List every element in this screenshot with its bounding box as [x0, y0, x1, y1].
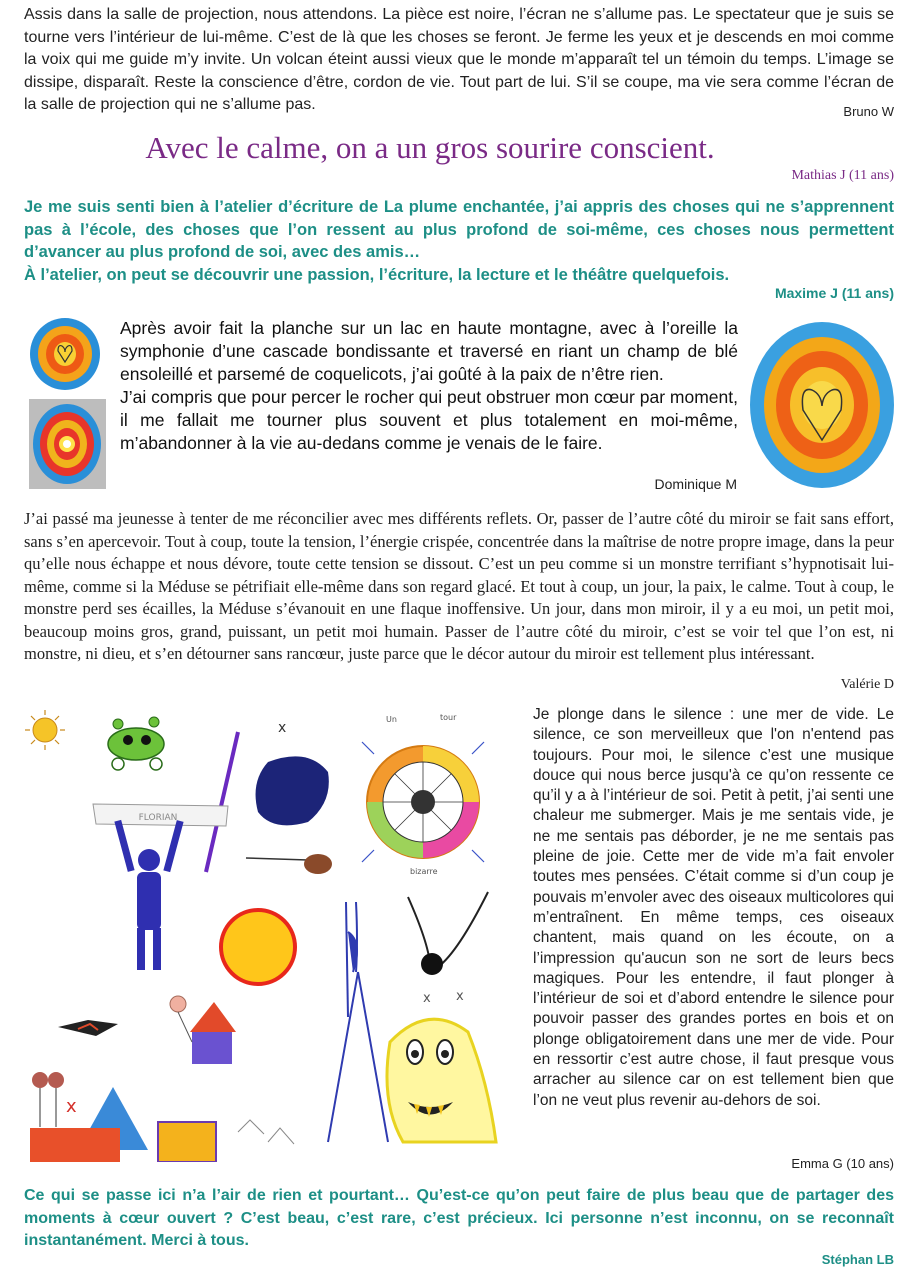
green-alien-drawing — [108, 717, 164, 770]
lollipop-drawings — [32, 1072, 77, 1127]
x-mark: x — [278, 720, 287, 736]
mandala-label-bottom: bizarre — [410, 867, 438, 876]
black-line-drawing — [408, 892, 488, 967]
maxime-paragraph — [24, 196, 894, 286]
banner-label: FLORIAN — [138, 813, 178, 823]
yellow-building-drawing — [158, 1122, 216, 1162]
brown-leaf-drawing — [246, 854, 332, 874]
valerie-signature: Valérie D — [840, 677, 894, 692]
dominique-para-2: J’ai compris que pour percer le rocher qui peut obstruer mon cœur par moment, il me fallait me tourner plus souvent et plus totalement en moi-même, m’abandonner à la vie au-dedans comme je venais de le faire. — [120, 387, 738, 453]
children-drawings — [18, 702, 528, 1162]
mandala-label-top-left: Un — [386, 715, 397, 724]
mandala-label-top-right: tour — [440, 713, 457, 722]
small-sun-drawing — [25, 710, 65, 750]
purple-wand-drawing — [206, 732, 238, 872]
stephan-signature: Stéphan LB — [821, 1252, 894, 1267]
svg-text:x: x — [456, 989, 464, 1004]
mathias-signature: Mathias J (11 ans) — [791, 168, 894, 183]
sketch-marks — [238, 1120, 294, 1144]
svg-text:x: x — [66, 1096, 77, 1117]
black-bird-drawing — [58, 1020, 118, 1036]
bruno-paragraph: Assis dans la salle de projection, nous attendons. La pièce est noire, l’écran ne s’allume pas. Le spectateur que je suis se tourne vers l’intérieur de lui-même. C’est de là que les choses se feront. Je ferme les yeux et je descends en moi comme la voix qui me guide m’y invite. Un volcan éteint aussi vieux que le monde m’apparaît tel un témoin du temps. L’image se dissipe, disparaît. Reste la conscience d’être, cordon de vie. Tout part de lui. S’il se coupe, ma vie sera comme l’écran de la salle de projection qui ne s’allume pas. — [24, 6, 894, 113]
house-drawing — [170, 996, 236, 1064]
maxime-line-1: Je me suis senti bien à l’atelier d’écriture de La plume enchantée, j’ai appris des choses qui ne s’apprennent pas à l’école, des choses que l’on ressent au plus profond de soi-même, ces choses nous permettent d’avancer au plus profond de soi, avec des amis… — [24, 198, 894, 261]
emma-paragraph: Je plonge dans le silence : une mer de vide. Le silence, ce son merveilleux que l'on n'entend pas toujours. Pour moi, le silence c’est une musique douce qui nous berce jusqu'à ce qu’on ressente ce qu’il y a à l’intérieur de soi. Petit à petit, j’ai senti une chaleur me submerger. Mais je me sentais vide, je ne me sentais pas déborder, je ne me sentais pas pleine de joie. Cette mer de vide m’a fait envoler toutes mes pensées. C’était comme si d’un coup je pouvais m’envoler avec des oiseaux multicolores qui m’entraînent. En même temps, ces oiseaux chantent, mais quand on les écoute, on a l’impression qu'aucun son ne sort de leurs becs magiques. Pour les entendre, il faut plonger à l’intérieur de soi et d’abord entendre le silence pour pouvoir passer des grandes portes en bois et on plonge obligatoirement dans une mer de vide. Pour en ressortir c’est autre chose, il faut presque vous arracher au silence car on est tellement bien que l’on ne veut plus revenir au-dehors de soi. — [533, 706, 894, 1109]
emma-signature: Emma G (10 ans) — [791, 1156, 894, 1171]
maxime-line-2: À l’atelier, on peut se découvrir une passion, l’écriture, la lecture et le théâtre quelquefois. — [24, 265, 730, 284]
blue-blob-drawing — [256, 756, 329, 825]
bruno-signature: Bruno W — [843, 104, 894, 119]
hanging-figure-drawing — [328, 902, 388, 1142]
dominique-signature: Dominique M — [654, 476, 737, 492]
svg-text:x: x — [423, 991, 431, 1006]
heart-drawing-small-bottom — [29, 399, 106, 489]
dominique-para-1: Après avoir fait la planche sur un lac en haute montagne, avec à l’oreille la symphonie d’une cascade bondissante et traversé en riant un champ de blé ensoleillé et parsemé de coquelicots, j’ai goûté à la paix de n’être rien. — [120, 318, 738, 384]
yellow-monster-drawing — [387, 1019, 496, 1142]
orange-building-drawing — [30, 1128, 120, 1162]
valerie-paragraph: J’ai passé ma jeunesse à tenter de me réconcilier avec mes différents reflets. Or, passer de l’autre côté du miroir se fait sans effort, sans s’en apercevoir. Tout à coup, toute la tension, l’énergie crispée, concentrée dans la maîtrise de notre propre image, dans la peur qu’elle nous échappe et nous dévore, toute cette tension se dissout. C’est un peu comme si un monstre terrifiant s’hypnotisait lui-même, comme si la Méduse se pétrifiait elle-même dans son regard glacé. Et tout à coup, un jour, la paix, le calme. Tout à coup, le monstre perd ses écailles, la Méduse s’évanouit en une flaque inoffensive. Un jour, dans mon miroir, il y a eu moi, un petit moi, beaucoup moins gros, grand, puissant, un petit moi humain. Passer de l’autre côté du miroir, c’est se voir tel que l’on est, ni monstre, ni dieu, et s’en détourner sans rancœur, juste parce que le décor autour du miroir est tellement plus intéressant. — [24, 509, 894, 663]
blue-figure-drawing — [114, 820, 183, 970]
heart-drawing-large — [748, 320, 896, 490]
heart-drawing-small-top — [28, 316, 102, 392]
black-dot-drawing — [421, 953, 443, 975]
dominique-paragraph — [120, 317, 738, 455]
mathias-quote: Avec le calme, on a un gros sourire conscient. — [145, 130, 715, 165]
maxime-signature: Maxime J (11 ans) — [774, 285, 894, 301]
mandala-circle-drawing — [362, 742, 484, 862]
big-sun-drawing — [221, 910, 295, 984]
stephan-paragraph: Ce qui se passe ici n’a l’air de rien et pourtant… Qu’est-ce qu’on peut faire de plus beau que de partager des moments à cœur ouvert ? C’est beau, c’est rare, c’est précieux. Ici personne n’est inconnu, on se reconnaît instantanément. Merci à tous. — [24, 1187, 894, 1249]
